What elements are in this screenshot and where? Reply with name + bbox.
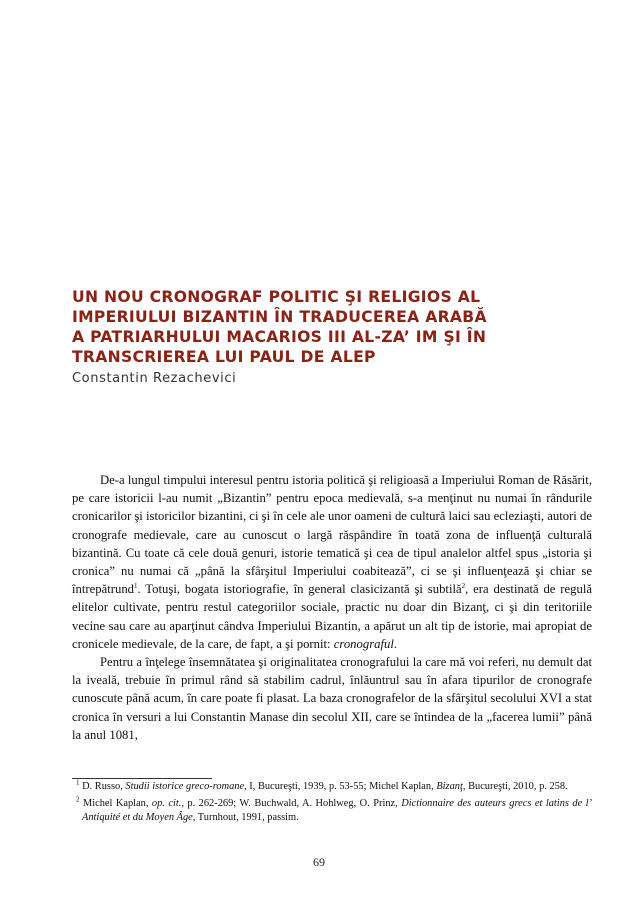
footnote-1-part-a: D. Russo, (79, 781, 126, 792)
paragraph-1-part-c: , era destinată de regulă elitelor cultivate, pentru restul categoriilor sociale, practic nu doar din Bizanţ, ci şi din teritoriile vecine sau care au aparţinut cândva Imperiului Bizantin, a apărut un alt tip de istorie, mai apropiat de cronicele medievale, de la care, de fapt, a şi pornit: (72, 582, 592, 651)
footnote-1-part-e: , Bucureşti, 2010, p. 258. (462, 781, 568, 792)
title-line-3: A PATRIARHULUI MACARIOS III AL-ZA’ IM ŞI ÎN (72, 328, 487, 346)
footnote-2-part-b: op. cit. (151, 798, 182, 809)
paragraph-1-part-d: . (393, 636, 398, 651)
footnote-ref-2: 2 (461, 581, 466, 590)
paragraph-1 (72, 471, 592, 653)
article-title (72, 287, 592, 367)
footnote-2-number: 2 (76, 795, 80, 804)
page-number: 69 (313, 855, 325, 869)
footnote-ref-1: 1 (134, 581, 138, 590)
footnotes (72, 780, 592, 828)
paragraph-2: Pentru a înţelege însemnătatea şi originalitatea cronografului la care mă voi referi, nu demult dat la iveală, trebuie în primul rând să stabilim cadrul, înlăuntrul sau în afara tipurilor de cronografe cunoscute până acum, în care poate fi plasat. La baza cronografelor de la sfârşitul secolului XVI a stat cronica în versuri a lui Constantin Manase din secolul XII, care se întindea de la „facerea lumii” până la anul 1081, (72, 655, 592, 742)
footnote-2 (72, 797, 592, 825)
footnote-1-number: 1 (76, 778, 80, 787)
footnote-2-part-e: , Turnhout, 1991, passim. (192, 812, 299, 823)
footnote-2-part-c: , p. 262-269; W. Buchwald, A. Hohlweg, O. Prinz, (181, 798, 402, 809)
author-name: Constantin Rezachevici (72, 371, 237, 386)
footnote-separator (72, 778, 212, 779)
title-line-2: IMPERIULUI BIZANTIN ÎN TRADUCEREA ARABĂ (72, 308, 487, 326)
title-line-4: TRANSCRIEREA LUI PAUL DE ALEP (72, 348, 376, 366)
footnote-1-part-b: Studii istorice greco-romane (125, 781, 245, 792)
footnote-2-part-a: Michel Kaplan, (79, 798, 152, 809)
footnote-1-part-d: Bizanţ (436, 781, 463, 792)
paragraph-1-emphasis: cronograful (333, 636, 394, 651)
paragraph-1-part-b: . Totuşi, bogata istoriografie, în general clasicizantă şi subtilă (137, 582, 462, 597)
footnote-2-part-d: Dictionnaire des auteurs grecs et latins de l’ Antiquité et du Moyen Âge (82, 798, 592, 823)
footnote-1-part-c: , I, Bucureşti, 1939, p. 53-55; Michel Kaplan, (244, 781, 437, 792)
article-body (72, 471, 592, 744)
paragraph-1-part-a: De-a lungul timpului interesul pentru istoria politică şi religioasă a Imperiului Roman de Răsărit, pe care istoricii l-au numit „Bizantin” pentru epoca medievală, s-a menţinut nu numai în rândurile cronicarilor şi istoricilor bizantini, ci şi în cele ale unor oameni de cultură laici sau ecleziaşti, autori de cronografe medievale, care au cunoscut o largă răspândire în toată zona de influenţă culturală bizantină. Cu toate că cele două genuri, istorie tematică şi cea de tipul analelor altfel spus „istoria şi cronica” nu numai că „până la sfârşitul Imperiului coabitează”, ci se şi influenţează şi chiar se întrepătrund (72, 473, 592, 597)
footnote-1 (72, 780, 592, 794)
title-line-1: UN NOU CRONOGRAF POLITIC ŞI RELIGIOS AL (72, 288, 481, 306)
